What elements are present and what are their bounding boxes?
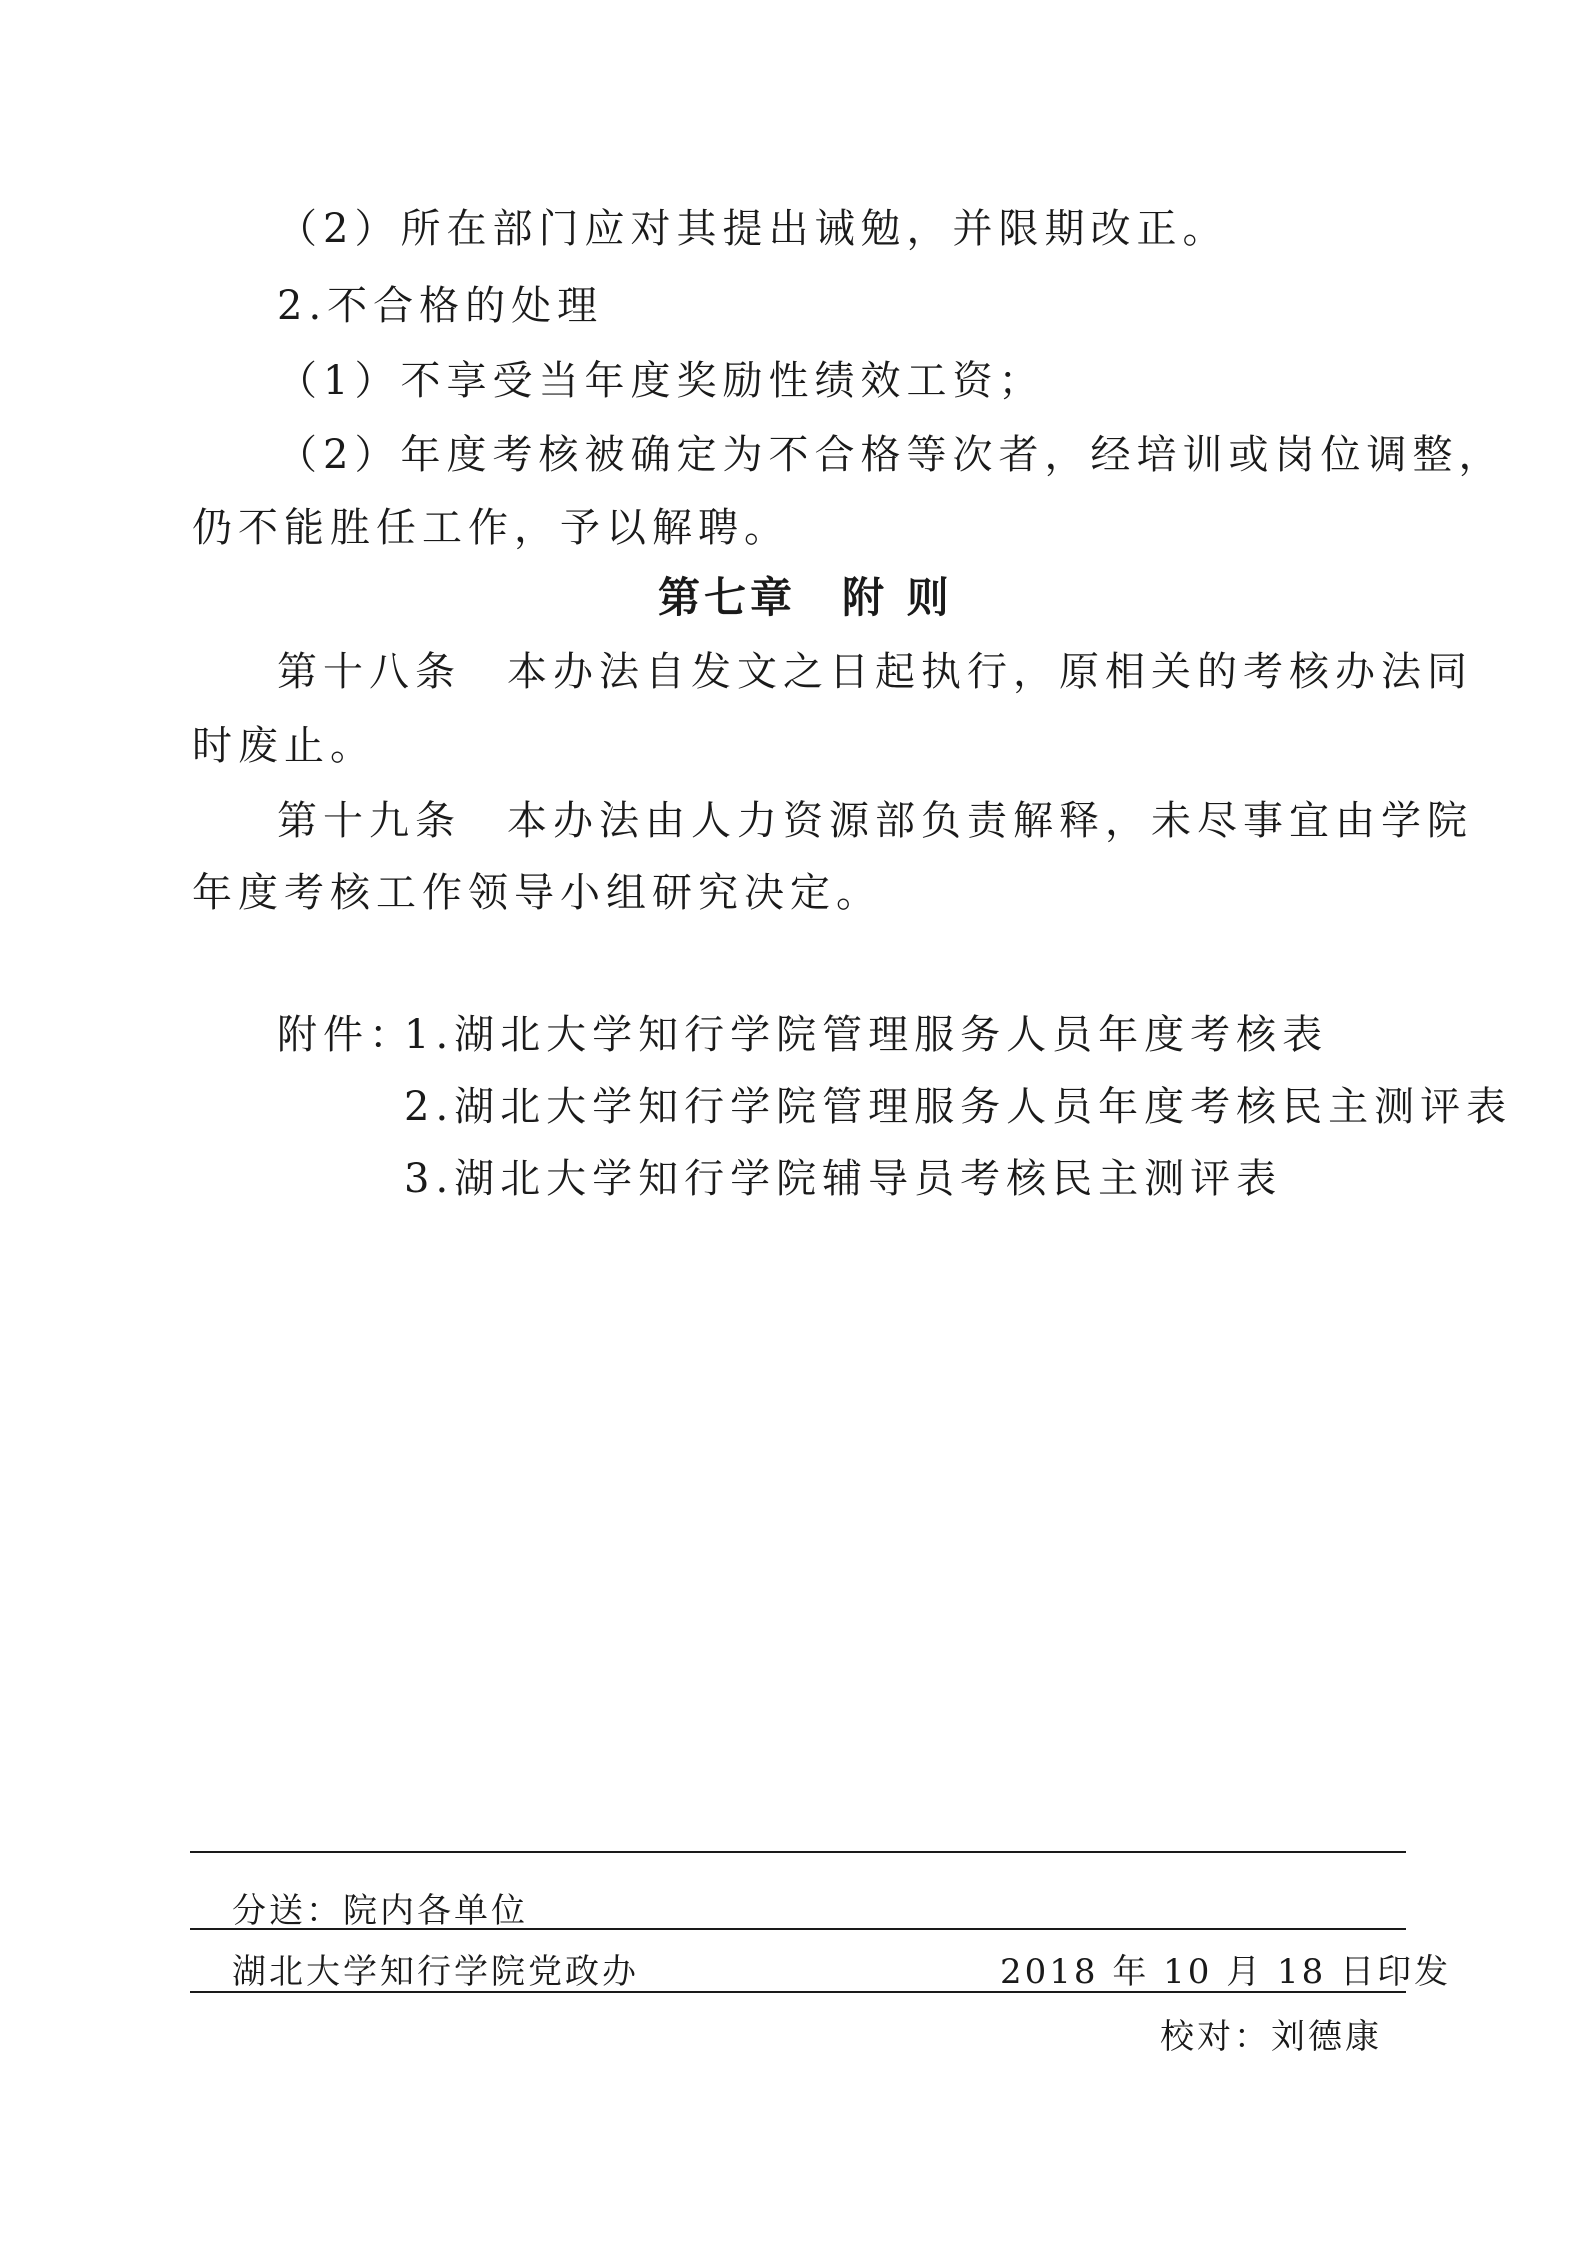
article-line: 年度考核工作领导小组研究决定。	[192, 870, 882, 916]
chapter-heading: 第七章 附 则	[658, 573, 953, 622]
footer-rule-bottom	[190, 1991, 1406, 1993]
distribution-line: 分送：院内各单位	[232, 1891, 528, 1931]
paragraph-line: 仍不能胜任工作，予以解聘。	[192, 505, 790, 551]
paragraph-line: （1）不享受当年度奖励性绩效工资；	[277, 358, 1045, 404]
issuer-name: 湖北大学知行学院党政办	[232, 1952, 639, 1992]
issue-date: 2018 年 10 月 18 日印发	[1000, 1952, 1452, 1992]
attachment-item: 3.湖北大学知行学院辅导员考核民主测评表	[404, 1156, 1283, 1202]
paragraph-line: （2）年度考核被确定为不合格等次者，经培训或岗位调整，	[277, 432, 1505, 478]
attachments-label: 附件：	[277, 1012, 415, 1058]
proofreader-line: 校对：刘德康	[1160, 2017, 1382, 2057]
footer-rule-top	[190, 1851, 1406, 1853]
attachment-item: 1.湖北大学知行学院管理服务人员年度考核表	[404, 1012, 1329, 1058]
paragraph-line: （2）所在部门应对其提出诫勉，并限期改正。	[277, 206, 1229, 252]
article-line: 第十八条 本办法自发文之日起执行，原相关的考核办法同	[277, 649, 1473, 695]
article-line: 时废止。	[192, 723, 376, 769]
article-line: 第十九条 本办法由人力资源部负责解释，未尽事宜由学院	[277, 798, 1473, 844]
attachment-item: 2.湖北大学知行学院管理服务人员年度考核民主测评表	[404, 1084, 1513, 1130]
footer-rule-middle	[190, 1928, 1406, 1930]
section-heading: 2.不合格的处理	[277, 283, 604, 329]
